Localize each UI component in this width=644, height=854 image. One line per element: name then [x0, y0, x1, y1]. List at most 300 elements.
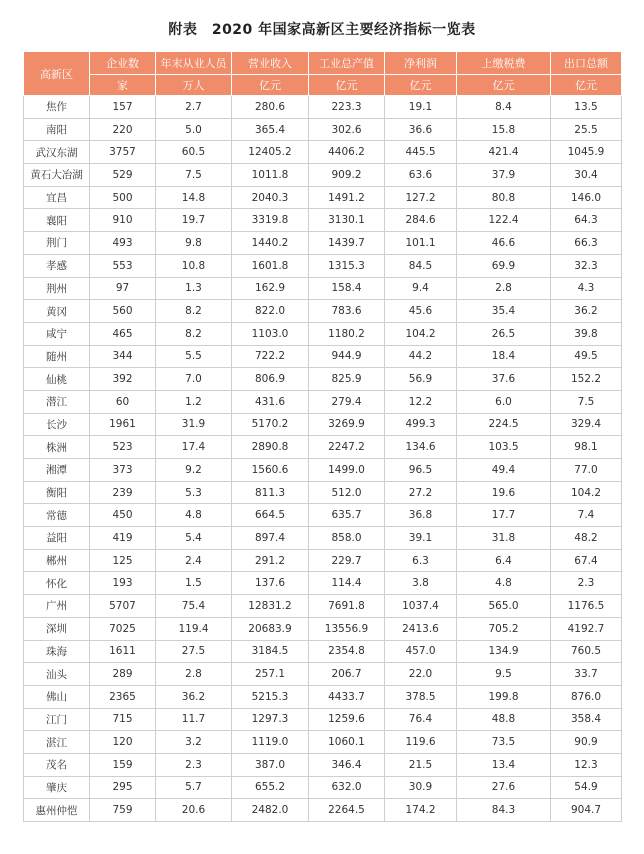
exports-cell: 67.4	[551, 549, 622, 572]
enterprises-cell: 159	[90, 753, 156, 776]
net-profit-cell: 63.6	[385, 164, 457, 187]
taxes-cell: 15.8	[457, 118, 551, 141]
employees-cell: 7.0	[156, 368, 232, 391]
taxes-cell: 84.3	[457, 799, 551, 822]
net-profit-cell: 39.1	[385, 527, 457, 550]
table-row	[24, 209, 622, 232]
employees-cell: 31.9	[156, 413, 232, 436]
revenue-cell: 3319.8	[232, 209, 309, 232]
taxes-cell: 4.8	[457, 572, 551, 595]
enterprises-cell: 529	[90, 164, 156, 187]
header-zone: 高新区	[24, 52, 90, 96]
taxes-cell: 6.4	[457, 549, 551, 572]
header-taxes: 上缴税费	[457, 52, 551, 75]
revenue-cell: 3184.5	[232, 640, 309, 663]
industrial-output-cell: 512.0	[309, 481, 385, 504]
revenue-cell: 655.2	[232, 776, 309, 799]
table-row	[24, 617, 622, 640]
net-profit-cell: 104.2	[385, 322, 457, 345]
zone-name-cell: 潜江	[24, 390, 90, 413]
enterprises-cell: 419	[90, 527, 156, 550]
exports-cell: 7.4	[551, 504, 622, 527]
zone-name-cell: 咸宁	[24, 322, 90, 345]
exports-cell: 90.9	[551, 731, 622, 754]
enterprises-cell: 289	[90, 663, 156, 686]
net-profit-cell: 134.6	[385, 436, 457, 459]
exports-cell: 77.0	[551, 459, 622, 482]
net-profit-cell: 3.8	[385, 572, 457, 595]
exports-cell: 39.8	[551, 322, 622, 345]
zone-name-cell: 惠州仲恺	[24, 799, 90, 822]
industrial-output-cell: 114.4	[309, 572, 385, 595]
net-profit-cell: 101.1	[385, 232, 457, 255]
table-row	[24, 232, 622, 255]
table-row	[24, 96, 622, 119]
zone-name-cell: 焦作	[24, 96, 90, 119]
net-profit-cell: 499.3	[385, 413, 457, 436]
taxes-cell: 9.5	[457, 663, 551, 686]
enterprises-cell: 125	[90, 549, 156, 572]
table-row	[24, 345, 622, 368]
industrial-output-cell: 2354.8	[309, 640, 385, 663]
industrial-output-cell: 858.0	[309, 527, 385, 550]
taxes-cell: 134.9	[457, 640, 551, 663]
net-profit-cell: 457.0	[385, 640, 457, 663]
employees-cell: 8.2	[156, 300, 232, 323]
exports-cell: 1045.9	[551, 141, 622, 164]
zone-name-cell: 广州	[24, 595, 90, 618]
table-row	[24, 322, 622, 345]
exports-cell: 64.3	[551, 209, 622, 232]
revenue-cell: 431.6	[232, 390, 309, 413]
employees-cell: 20.6	[156, 799, 232, 822]
zone-name-cell: 珠海	[24, 640, 90, 663]
revenue-cell: 1297.3	[232, 708, 309, 731]
zone-name-cell: 宜昌	[24, 186, 90, 209]
industrial-output-cell: 7691.8	[309, 595, 385, 618]
zone-name-cell: 佛山	[24, 685, 90, 708]
net-profit-cell: 445.5	[385, 141, 457, 164]
revenue-cell: 1119.0	[232, 731, 309, 754]
net-profit-cell: 127.2	[385, 186, 457, 209]
enterprises-cell: 392	[90, 368, 156, 391]
employees-cell: 11.7	[156, 708, 232, 731]
table-row	[24, 663, 622, 686]
revenue-cell: 1103.0	[232, 322, 309, 345]
table-row	[24, 799, 622, 822]
zone-name-cell: 荆州	[24, 277, 90, 300]
industrial-output-cell: 346.4	[309, 753, 385, 776]
table-row	[24, 549, 622, 572]
revenue-cell: 897.4	[232, 527, 309, 550]
enterprises-cell: 715	[90, 708, 156, 731]
table-row	[24, 390, 622, 413]
enterprises-cell: 493	[90, 232, 156, 255]
zone-name-cell: 汕头	[24, 663, 90, 686]
taxes-cell: 31.8	[457, 527, 551, 550]
taxes-cell: 48.8	[457, 708, 551, 731]
zone-name-cell: 怀化	[24, 572, 90, 595]
unit-industrial-output: 亿元	[309, 75, 385, 96]
zone-name-cell: 株洲	[24, 436, 90, 459]
net-profit-cell: 21.5	[385, 753, 457, 776]
revenue-cell: 2040.3	[232, 186, 309, 209]
employees-cell: 4.8	[156, 504, 232, 527]
zone-name-cell: 湛江	[24, 731, 90, 754]
table-row	[24, 595, 622, 618]
revenue-cell: 1560.6	[232, 459, 309, 482]
exports-cell: 30.4	[551, 164, 622, 187]
enterprises-cell: 3757	[90, 141, 156, 164]
net-profit-cell: 1037.4	[385, 595, 457, 618]
enterprises-cell: 295	[90, 776, 156, 799]
header-enterprises: 企业数	[90, 52, 156, 75]
revenue-cell: 12405.2	[232, 141, 309, 164]
revenue-cell: 387.0	[232, 753, 309, 776]
employees-cell: 5.7	[156, 776, 232, 799]
employees-cell: 36.2	[156, 685, 232, 708]
exports-cell: 104.2	[551, 481, 622, 504]
exports-cell: 4192.7	[551, 617, 622, 640]
exports-cell: 98.1	[551, 436, 622, 459]
industrial-output-cell: 1259.6	[309, 708, 385, 731]
exports-cell: 32.3	[551, 254, 622, 277]
exports-cell: 49.5	[551, 345, 622, 368]
exports-cell: 13.5	[551, 96, 622, 119]
enterprises-cell: 239	[90, 481, 156, 504]
zone-name-cell: 郴州	[24, 549, 90, 572]
header-industrial-output: 工业总产值	[309, 52, 385, 75]
table-row	[24, 708, 622, 731]
zone-name-cell: 武汉东湖	[24, 141, 90, 164]
industrial-output-cell: 2264.5	[309, 799, 385, 822]
exports-cell: 152.2	[551, 368, 622, 391]
industrial-output-cell: 206.7	[309, 663, 385, 686]
net-profit-cell: 44.2	[385, 345, 457, 368]
revenue-cell: 806.9	[232, 368, 309, 391]
table-row	[24, 527, 622, 550]
table-row	[24, 277, 622, 300]
revenue-cell: 664.5	[232, 504, 309, 527]
employees-cell: 10.8	[156, 254, 232, 277]
table-row	[24, 186, 622, 209]
employees-cell: 5.5	[156, 345, 232, 368]
industrial-output-cell: 158.4	[309, 277, 385, 300]
table-row	[24, 459, 622, 482]
employees-cell: 5.0	[156, 118, 232, 141]
revenue-cell: 20683.9	[232, 617, 309, 640]
employees-cell: 3.2	[156, 731, 232, 754]
enterprises-cell: 1961	[90, 413, 156, 436]
net-profit-cell: 2413.6	[385, 617, 457, 640]
employees-cell: 60.5	[156, 141, 232, 164]
zone-name-cell: 湘潭	[24, 459, 90, 482]
net-profit-cell: 19.1	[385, 96, 457, 119]
enterprises-cell: 344	[90, 345, 156, 368]
industrial-output-cell: 279.4	[309, 390, 385, 413]
unit-net-profit: 亿元	[385, 75, 457, 96]
net-profit-cell: 30.9	[385, 776, 457, 799]
zone-name-cell: 深圳	[24, 617, 90, 640]
net-profit-cell: 284.6	[385, 209, 457, 232]
industrial-output-cell: 944.9	[309, 345, 385, 368]
zone-name-cell: 仙桃	[24, 368, 90, 391]
economic-indicators-table	[23, 51, 622, 822]
exports-cell: 760.5	[551, 640, 622, 663]
industrial-output-cell: 302.6	[309, 118, 385, 141]
employees-cell: 1.2	[156, 390, 232, 413]
taxes-cell: 421.4	[457, 141, 551, 164]
exports-cell: 2.3	[551, 572, 622, 595]
net-profit-cell: 9.4	[385, 277, 457, 300]
exports-cell: 25.5	[551, 118, 622, 141]
employees-cell: 5.4	[156, 527, 232, 550]
employees-cell: 2.3	[156, 753, 232, 776]
enterprises-cell: 7025	[90, 617, 156, 640]
table-row	[24, 640, 622, 663]
employees-cell: 119.4	[156, 617, 232, 640]
revenue-cell: 257.1	[232, 663, 309, 686]
employees-cell: 14.8	[156, 186, 232, 209]
industrial-output-cell: 635.7	[309, 504, 385, 527]
table-row	[24, 300, 622, 323]
net-profit-cell: 36.8	[385, 504, 457, 527]
table-row	[24, 776, 622, 799]
revenue-cell: 280.6	[232, 96, 309, 119]
industrial-output-cell: 1060.1	[309, 731, 385, 754]
zone-name-cell: 荆门	[24, 232, 90, 255]
exports-cell: 54.9	[551, 776, 622, 799]
taxes-cell: 19.6	[457, 481, 551, 504]
industrial-output-cell: 223.3	[309, 96, 385, 119]
table-row	[24, 685, 622, 708]
net-profit-cell: 36.6	[385, 118, 457, 141]
table-row	[24, 572, 622, 595]
table-row	[24, 504, 622, 527]
industrial-output-cell: 13556.9	[309, 617, 385, 640]
taxes-cell: 73.5	[457, 731, 551, 754]
header-row-names	[24, 52, 622, 75]
zone-name-cell: 江门	[24, 708, 90, 731]
table-title: 附表 2020 年国家高新区主要经济指标一览表	[168, 22, 476, 38]
taxes-cell: 705.2	[457, 617, 551, 640]
enterprises-cell: 1611	[90, 640, 156, 663]
taxes-cell: 49.4	[457, 459, 551, 482]
employees-cell: 2.4	[156, 549, 232, 572]
enterprises-cell: 157	[90, 96, 156, 119]
exports-cell: 1176.5	[551, 595, 622, 618]
taxes-cell: 122.4	[457, 209, 551, 232]
exports-cell: 33.7	[551, 663, 622, 686]
industrial-output-cell: 1180.2	[309, 322, 385, 345]
zone-name-cell: 常德	[24, 504, 90, 527]
enterprises-cell: 450	[90, 504, 156, 527]
employees-cell: 2.8	[156, 663, 232, 686]
revenue-cell: 5170.2	[232, 413, 309, 436]
taxes-cell: 2.8	[457, 277, 551, 300]
table-row	[24, 481, 622, 504]
taxes-cell: 46.6	[457, 232, 551, 255]
taxes-cell: 37.9	[457, 164, 551, 187]
enterprises-cell: 60	[90, 390, 156, 413]
employees-cell: 9.2	[156, 459, 232, 482]
industrial-output-cell: 3269.9	[309, 413, 385, 436]
enterprises-cell: 193	[90, 572, 156, 595]
net-profit-cell: 6.3	[385, 549, 457, 572]
table-row	[24, 118, 622, 141]
enterprises-cell: 2365	[90, 685, 156, 708]
zone-name-cell: 茂名	[24, 753, 90, 776]
industrial-output-cell: 825.9	[309, 368, 385, 391]
taxes-cell: 224.5	[457, 413, 551, 436]
revenue-cell: 811.3	[232, 481, 309, 504]
industrial-output-cell: 1315.3	[309, 254, 385, 277]
table-row	[24, 368, 622, 391]
industrial-output-cell: 632.0	[309, 776, 385, 799]
net-profit-cell: 378.5	[385, 685, 457, 708]
taxes-cell: 17.7	[457, 504, 551, 527]
zone-name-cell: 襄阳	[24, 209, 90, 232]
taxes-cell: 80.8	[457, 186, 551, 209]
enterprises-cell: 759	[90, 799, 156, 822]
industrial-output-cell: 1499.0	[309, 459, 385, 482]
industrial-output-cell: 229.7	[309, 549, 385, 572]
taxes-cell: 6.0	[457, 390, 551, 413]
revenue-cell: 5215.3	[232, 685, 309, 708]
employees-cell: 9.8	[156, 232, 232, 255]
zone-name-cell: 益阳	[24, 527, 90, 550]
revenue-cell: 1440.2	[232, 232, 309, 255]
industrial-output-cell: 783.6	[309, 300, 385, 323]
table-row	[24, 413, 622, 436]
industrial-output-cell: 2247.2	[309, 436, 385, 459]
revenue-cell: 12831.2	[232, 595, 309, 618]
table-body	[24, 96, 622, 822]
taxes-cell: 37.6	[457, 368, 551, 391]
zone-name-cell: 随州	[24, 345, 90, 368]
revenue-cell: 822.0	[232, 300, 309, 323]
taxes-cell: 8.4	[457, 96, 551, 119]
header-row-units	[24, 75, 622, 96]
header-exports: 出口总额	[551, 52, 622, 75]
zone-name-cell: 黄石大冶湖	[24, 164, 90, 187]
employees-cell: 5.3	[156, 481, 232, 504]
exports-cell: 12.3	[551, 753, 622, 776]
taxes-cell: 18.4	[457, 345, 551, 368]
revenue-cell: 722.2	[232, 345, 309, 368]
net-profit-cell: 45.6	[385, 300, 457, 323]
unit-revenue: 亿元	[232, 75, 309, 96]
industrial-output-cell: 4406.2	[309, 141, 385, 164]
table-row	[24, 164, 622, 187]
net-profit-cell: 22.0	[385, 663, 457, 686]
exports-cell: 904.7	[551, 799, 622, 822]
zone-name-cell: 长沙	[24, 413, 90, 436]
enterprises-cell: 553	[90, 254, 156, 277]
taxes-cell: 13.4	[457, 753, 551, 776]
enterprises-cell: 97	[90, 277, 156, 300]
employees-cell: 75.4	[156, 595, 232, 618]
enterprises-cell: 220	[90, 118, 156, 141]
revenue-cell: 365.4	[232, 118, 309, 141]
net-profit-cell: 84.5	[385, 254, 457, 277]
taxes-cell: 103.5	[457, 436, 551, 459]
revenue-cell: 291.2	[232, 549, 309, 572]
header-net-profit: 净利润	[385, 52, 457, 75]
exports-cell: 48.2	[551, 527, 622, 550]
exports-cell: 36.2	[551, 300, 622, 323]
industrial-output-cell: 1439.7	[309, 232, 385, 255]
exports-cell: 876.0	[551, 685, 622, 708]
exports-cell: 146.0	[551, 186, 622, 209]
enterprises-cell: 120	[90, 731, 156, 754]
unit-exports: 亿元	[551, 75, 622, 96]
table-row	[24, 753, 622, 776]
enterprises-cell: 560	[90, 300, 156, 323]
table-row	[24, 731, 622, 754]
employees-cell: 8.2	[156, 322, 232, 345]
taxes-cell: 26.5	[457, 322, 551, 345]
net-profit-cell: 56.9	[385, 368, 457, 391]
table-row	[24, 141, 622, 164]
revenue-cell: 1011.8	[232, 164, 309, 187]
taxes-cell: 27.6	[457, 776, 551, 799]
employees-cell: 1.5	[156, 572, 232, 595]
zone-name-cell: 孝感	[24, 254, 90, 277]
revenue-cell: 1601.8	[232, 254, 309, 277]
exports-cell: 358.4	[551, 708, 622, 731]
net-profit-cell: 119.6	[385, 731, 457, 754]
exports-cell: 329.4	[551, 413, 622, 436]
employees-cell: 19.7	[156, 209, 232, 232]
unit-employees: 万人	[156, 75, 232, 96]
employees-cell: 27.5	[156, 640, 232, 663]
exports-cell: 7.5	[551, 390, 622, 413]
header-employees: 年末从业人员	[156, 52, 232, 75]
industrial-output-cell: 1491.2	[309, 186, 385, 209]
revenue-cell: 2482.0	[232, 799, 309, 822]
industrial-output-cell: 3130.1	[309, 209, 385, 232]
table-row	[24, 254, 622, 277]
taxes-cell: 35.4	[457, 300, 551, 323]
industrial-output-cell: 4433.7	[309, 685, 385, 708]
header-revenue: 营业收入	[232, 52, 309, 75]
net-profit-cell: 27.2	[385, 481, 457, 504]
employees-cell: 2.7	[156, 96, 232, 119]
zone-name-cell: 南阳	[24, 118, 90, 141]
enterprises-cell: 523	[90, 436, 156, 459]
zone-name-cell: 衡阳	[24, 481, 90, 504]
zone-name-cell: 黄冈	[24, 300, 90, 323]
zone-name-cell: 肇庆	[24, 776, 90, 799]
taxes-cell: 69.9	[457, 254, 551, 277]
unit-taxes: 亿元	[457, 75, 551, 96]
table-row	[24, 436, 622, 459]
enterprises-cell: 5707	[90, 595, 156, 618]
revenue-cell: 2890.8	[232, 436, 309, 459]
net-profit-cell: 96.5	[385, 459, 457, 482]
employees-cell: 17.4	[156, 436, 232, 459]
revenue-cell: 162.9	[232, 277, 309, 300]
taxes-cell: 199.8	[457, 685, 551, 708]
exports-cell: 4.3	[551, 277, 622, 300]
net-profit-cell: 174.2	[385, 799, 457, 822]
enterprises-cell: 373	[90, 459, 156, 482]
taxes-cell: 565.0	[457, 595, 551, 618]
net-profit-cell: 76.4	[385, 708, 457, 731]
enterprises-cell: 910	[90, 209, 156, 232]
revenue-cell: 137.6	[232, 572, 309, 595]
